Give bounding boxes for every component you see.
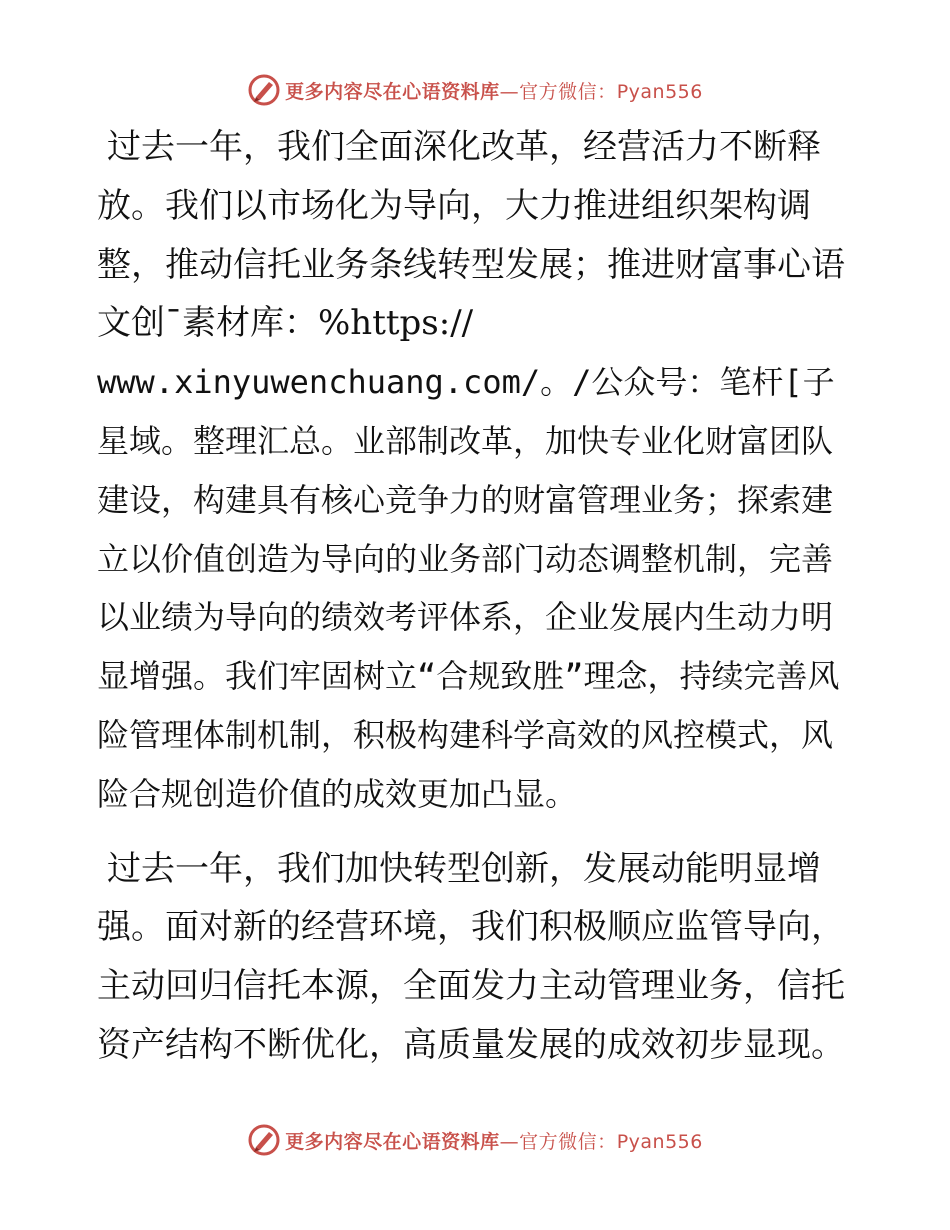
footer-separator: — xyxy=(499,1130,520,1153)
footer-site-name: 更多内容尽在心语资料库 xyxy=(285,1130,500,1153)
footer-wechat-label: 官方微信： xyxy=(519,1130,617,1153)
header-wechat-id: Pyan556 xyxy=(616,80,703,103)
footer-banner-text xyxy=(285,1127,703,1154)
pen-logo-icon xyxy=(247,73,281,107)
header-banner-text xyxy=(285,77,703,104)
pen-logo-icon xyxy=(247,1123,281,1157)
header-wechat-label: 官方微信： xyxy=(519,80,617,103)
footer-banner xyxy=(0,1120,950,1160)
document-body xyxy=(97,118,857,1075)
paragraph-reform-text-1: 过去一年，我们全面深化改革，经营活力不断释放。我们以市场化为导向，大力推进组织架构调整，推动信托业务条线转型发展；推进财富事心语文创¯素材库：%https:// xyxy=(97,127,845,344)
header-banner xyxy=(0,70,950,110)
footer-wechat-id: Pyan556 xyxy=(616,1130,703,1153)
header-site-name: 更多内容尽在心语资料库 xyxy=(285,80,500,103)
paragraph-transformation: 过去一年，我们加快转型创新，发展动能明显增强。面对新的经营环境，我们积极顺应监管导向，主动回归信托本源，全面发力主动管理业务，信托资产结构不断优化，高质量发展的成效初步显现。 xyxy=(97,848,845,1065)
paragraph-reform xyxy=(97,118,857,824)
paragraph-reform-text-2: www.xinyuwenchuang.com/。/公众号：笔杆[子星域。整理汇总。业部制改革，加快专业化财富团队建设，构建具有核心竞争力的财富管理业务；探索建立以价值创造为导向的业务部门动态调整机制，完善以业绩为导向的绩效考评体系，企业发展内生动力明显增强。我们牢固树立“合规致胜”理念，持续完善风险管理体制机制，积极构建科学高效的风控模式，风险合规创造价值的成效更加凸显。 xyxy=(97,363,840,813)
header-separator: — xyxy=(499,80,520,103)
